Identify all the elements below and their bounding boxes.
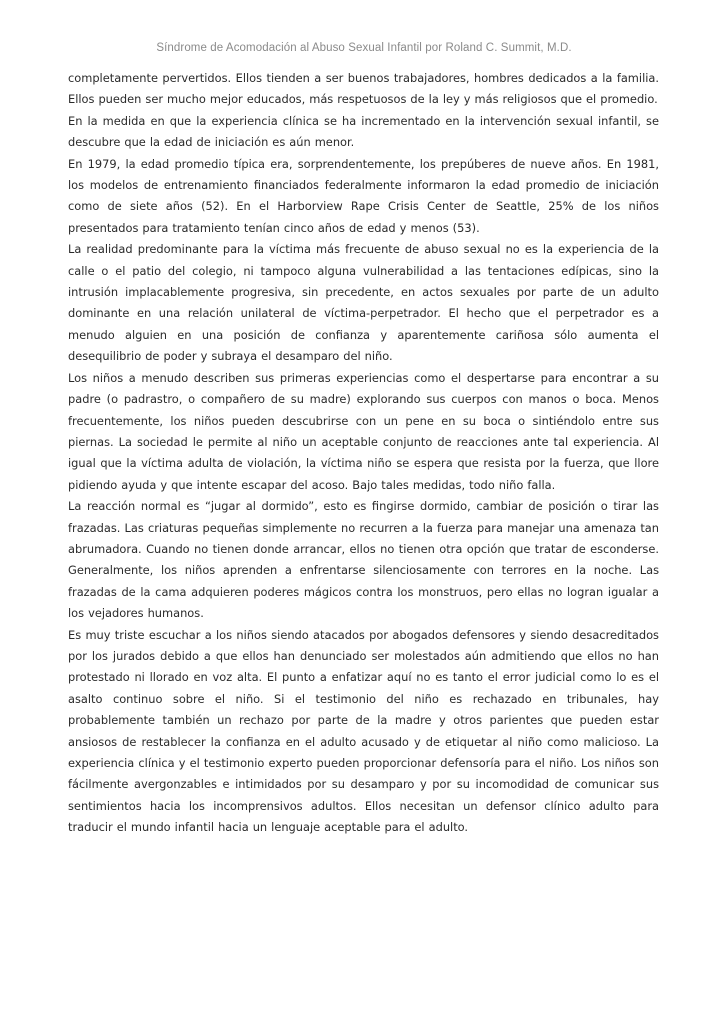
paragraph: Los niños a menudo describen sus primeras experiencias como el despertarse para encontrar a su padre (o padrastro, o compañero de su madre) explorando sus cuerpos con manos o boca. Menos frecuentemente, los niños pueden descubrirse con un pene en su boca o sintiéndolo entre sus piernas. La sociedad le permite al niño un aceptable conjunto de reacciones ante tal experiencia. Al igual que la víctima adulta de violación, la víctima niño se espera que resista por la fuerza, que llore pidiendo ayuda y que intente escapar del acoso. Bajo tales medidas, todo niño falla. bbox=[68, 370, 659, 492]
paragraph: Es muy triste escuchar a los niños siendo atacados por abogados defensores y siendo desacreditados por los jurados debido a que ellos han denunciado ser molestados aún admitiendo que ellos no han protestado ni llorado en voz alta. El punto a enfatizar aquí no es tanto el error judicial como lo es el asalto continuo sobre el niño. Si el testimonio del niño es rechazado en tribunales, hay probablemente también un rechazo por parte de la madre y otros parientes que pueden estar ansiosos de restablecer la confianza en el adulto acusado y de etiquetar al niño como malicioso. La experiencia clínica y el testimonio experto pueden proporcionar defensoría para el niño. Los niños son fácilmente avergonzables e intimidados por su desamparo y por su incomodidad de comunicar sus sentimientos hacia los incomprensivos adultos. Ellos necesitan un defensor clínico adulto para traducir el mundo infantil hacia un lenguaje aceptable para el adulto. bbox=[68, 627, 659, 835]
running-header: Síndrome de Acomodación al Abuso Sexual Infantil por Roland C. Summit, M.D. bbox=[156, 42, 572, 54]
paragraph: completamente pervertidos. Ellos tienden a ser buenos trabajadores, hombres dedicados a la familia. Ellos pueden ser mucho mejor educados, más respetuosos de la ley y más religiosos que el promedio. bbox=[68, 71, 659, 107]
paragraph: En la medida en que la experiencia clínica se ha incrementado en la intervención sexual infantil, se descubre que la edad de iniciación es aún menor. bbox=[68, 113, 659, 150]
paragraph: En 1979, la edad promedio típica era, sorprendentemente, los prepúberes de nueve años. En 1981, los modelos de entrenamiento financiados federalmente informaron la edad promedio de iniciación como de siete años (52). En el Harborview Rape Crisis Center de Seattle, 25% de los niños presentados para tratamiento tenían cinco años de edad y menos (53). bbox=[68, 156, 659, 235]
body-text bbox=[68, 68, 659, 839]
paragraph: La realidad predominante para la víctima más frecuente de abuso sexual no es la experiencia de la calle o el patio del colegio, ni tampoco alguna vulnerabilidad a las tentaciones edípicas, sino la intrusión implacablemente progresiva, sin precedente, en actos sexuales por parte de un adulto dominante en una relación unilateral de víctima-perpetrador. El hecho que el perpetrador es a menudo alguien en una posición de confianza y aparentemente cariñosa sólo aumenta el desequilibrio de poder y subraya el desamparo del niño. bbox=[68, 242, 659, 364]
paragraph: La reacción normal es “jugar al dormido”, esto es fingirse dormido, cambiar de posición o tirar las frazadas. Las criaturas pequeñas simplemente no recurren a la fuerza para manejar una amenaza tan abrumadora. Cuando no tienen donde arrancar, ellos no tienen otra opción que tratar de esconderse. Generalmente, los niños aprenden a enfrentarse silenciosamente con terrores en la noche. Las frazadas de la cama adquieren poderes mágicos contra los monstruos, pero ellas no logran igualar a los vejadores humanos. bbox=[68, 499, 659, 621]
